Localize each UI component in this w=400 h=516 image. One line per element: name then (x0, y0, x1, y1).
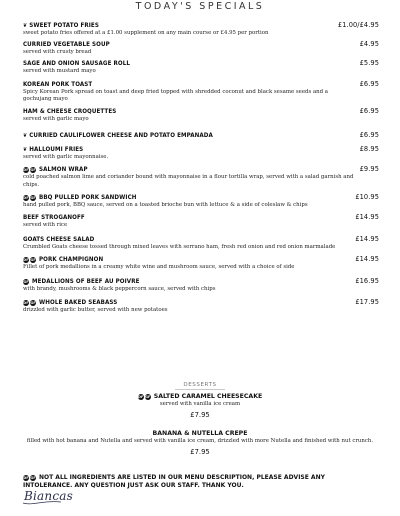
menu-item-name: KOREAN PORK TOAST (23, 80, 93, 88)
gluten-free-icon: GF (30, 300, 36, 305)
dairy-free-icon: DF (23, 300, 29, 305)
menu-item-name-wrap (23, 132, 213, 140)
desserts-divider (175, 389, 225, 390)
menu-item-header (23, 235, 379, 244)
menu-item-name-wrap (23, 22, 99, 30)
dessert-item (20, 393, 380, 420)
menu-item-name: GOATS CHEESE SALAD (23, 236, 95, 244)
gluten-free-icon: GF (30, 168, 36, 173)
menu-item-description: served with garlic mayonnaise. (23, 154, 109, 161)
menu-item (23, 145, 379, 161)
menu-item-header (23, 107, 379, 116)
menu-item-name-wrap (23, 214, 85, 222)
specials-list (23, 21, 379, 314)
menu-item-price: £1.00/£4.95 (337, 21, 379, 29)
menu-item-price: £10.95 (355, 192, 379, 201)
menu-item-header (23, 255, 379, 264)
menu-item (23, 255, 379, 271)
menu-item-header (23, 277, 379, 286)
leaf-icon: ❦ (23, 133, 28, 140)
menu-item-description: with brandy, mushrooms & black peppercorn sauce, served with chips (23, 285, 216, 292)
desserts-heading: DESSERTS (183, 382, 217, 388)
menu-item-description: sweet potato fries offered at a £1.00 supplement on any main course or £4.95 per portion (23, 30, 269, 36)
menu-item-header (23, 165, 379, 174)
menu-item-name-wrap (23, 236, 94, 244)
menu-item-description: served with garlic mayo (23, 116, 89, 123)
menu-item-name: HAM & CHEESE CROQUETTES (23, 108, 117, 116)
menu-item (23, 165, 379, 188)
menu-item-name: CURRIED VEGETABLE SOUP (23, 41, 110, 49)
menu-item-description: Spicy Korean Pork spread on toast and deep fried topped with shredded coconut and black sesame seeds and a gochujang mayo (23, 88, 329, 102)
menu-item-price: £6.95 (359, 107, 379, 116)
menu-item-name-wrap (23, 81, 92, 89)
menu-item-name-wrap (23, 256, 103, 264)
page-title: TODAY'S SPECIALS (135, 1, 265, 12)
menu-item-name-wrap (23, 299, 117, 307)
allergen-info-icon: DF (23, 476, 29, 480)
menu-item-price: £14.95 (355, 213, 379, 222)
menu-item (23, 235, 379, 251)
allergen-note-text: NOT ALL INGREDIENTS ARE LISTED IN OUR MENU DESCRIPTION, PLEASE ADVISE ANY INTOLERANCE. ANY QUESTION JUST ASK OUR STAFF. THANK YOU. (23, 474, 325, 489)
menu-item-description: served with mustard mayo (23, 68, 96, 75)
gluten-free-icon: GF (30, 258, 36, 263)
menu-item-name-wrap (23, 166, 88, 174)
menu-item (23, 40, 379, 56)
menu-item-description: served with crusty bread (23, 49, 92, 56)
menu-item-name: BBQ PULLED PORK SANDWICH (39, 193, 137, 201)
menu-item-price: £16.95 (355, 276, 379, 285)
menu-item-name: BEEF STROGANOFF (23, 214, 85, 222)
dairy-free-icon: DF (23, 168, 29, 173)
dairy-free-icon: DF (23, 195, 29, 200)
dessert-price: £7.95 (190, 448, 210, 456)
menu-item-description: cold poached salmon lime and coriander bound with mayonnaise in a flour tortilla wrap, served with a salad garnish and chips. (23, 174, 354, 188)
menu-item-price: £6.95 (359, 79, 379, 88)
menu-item-price: £4.95 (359, 40, 379, 49)
menu-item-header (23, 145, 379, 154)
menu-item-name: SWEET POTATO FRIES (29, 22, 99, 29)
menu-item-header (23, 40, 379, 49)
menu-item-header (23, 131, 379, 140)
dessert-item (20, 430, 380, 457)
menu-item-name: SAGE AND ONION SAUSAGE ROLL (23, 60, 131, 68)
menu-item-name-wrap (23, 194, 137, 202)
menu-item-name-wrap (23, 278, 140, 286)
menu-item (23, 21, 379, 37)
menu-item (23, 193, 379, 209)
gluten-free-icon: GF (30, 195, 36, 200)
logo-swash-icon (22, 500, 62, 506)
dairy-free-icon: DF (23, 258, 29, 263)
menu-item (23, 80, 379, 103)
menu-item-price: £9.95 (359, 165, 379, 174)
menu-item-header (23, 21, 379, 30)
menu-item-header (23, 80, 379, 89)
dessert-name: SALTED CARAMEL CHEESECAKE (153, 393, 263, 400)
menu-item-header (23, 59, 379, 68)
allergen-info-icon: GF (30, 476, 36, 480)
menu-item-description: Crumbled Goats cheese tossed through mixed leaves with serrano ham, fresh red onion and red onion marmalade (23, 244, 336, 251)
menu-item-price: £6.95 (359, 131, 379, 140)
menu-item (23, 107, 379, 123)
gluten-free-icon: GF (23, 279, 29, 284)
allergen-note (23, 474, 373, 490)
menu-item-name-wrap (23, 41, 110, 49)
menu-item-name: WHOLE BAKED SEABASS (39, 298, 118, 306)
leaf-icon: ❦ (23, 147, 28, 154)
menu-item-price: £14.95 (355, 235, 379, 244)
menu-item-name-wrap (23, 146, 83, 154)
dessert-name-row (20, 393, 380, 401)
menu-item (23, 59, 379, 75)
dessert-name: BANANA & NUTELLA CREPE (152, 430, 248, 437)
menu-item (23, 277, 379, 293)
menu-item-name-wrap (23, 108, 116, 116)
dessert-price: £7.95 (190, 411, 210, 419)
menu-item-price: £8.95 (359, 145, 379, 154)
menu-item-header (23, 213, 379, 222)
menu-item-description: served with rice (23, 222, 68, 229)
menu-item-description: Fillet of pork medallions in a creamy white wine and mushroom sauce, served with a choice of side (23, 264, 295, 271)
menu-item-name-wrap (23, 60, 130, 68)
restaurant-logo: Biancas (24, 489, 73, 503)
menu-item-description: hand pulled pork, BBQ sauce, served on a toasted brioche bun with lettuce & a side of coleslaw & chips (23, 201, 308, 208)
menu-item-name: MEDALLIONS OF BEEF AU POIVRE (32, 277, 140, 285)
menu-item-price: £14.95 (355, 255, 379, 264)
menu-item-name: PORK CHAMPIGNON (39, 256, 104, 264)
menu-item (23, 213, 379, 229)
menu-item-price: £17.95 (355, 297, 379, 306)
menu-item-price: £5.95 (359, 59, 379, 68)
dairy-free-icon: DF (138, 395, 144, 399)
dessert-description: filled with hot banana and Nutella and served with vanilla ice cream, drizzled with more Nutella and finished with nut crunch. (26, 438, 374, 444)
menu-item-header (23, 193, 379, 202)
menu-item-description: drizzled with garlic butter, served with new potatoes (23, 306, 168, 313)
leaf-icon: ❦ (23, 23, 28, 29)
gluten-free-icon: GF (145, 395, 151, 399)
menu-item-header (23, 298, 379, 307)
menu-item (23, 131, 379, 140)
menu-item (23, 298, 379, 314)
dessert-description: served with vanilla ice cream (159, 401, 241, 407)
menu-item-name: HALLOUMI FRIES (29, 146, 84, 154)
menu-item-name: CURRIED CAULIFLOWER CHEESE AND POTATO EMPANADA (29, 132, 213, 140)
menu-item-name: SALMON WRAP (39, 166, 88, 174)
